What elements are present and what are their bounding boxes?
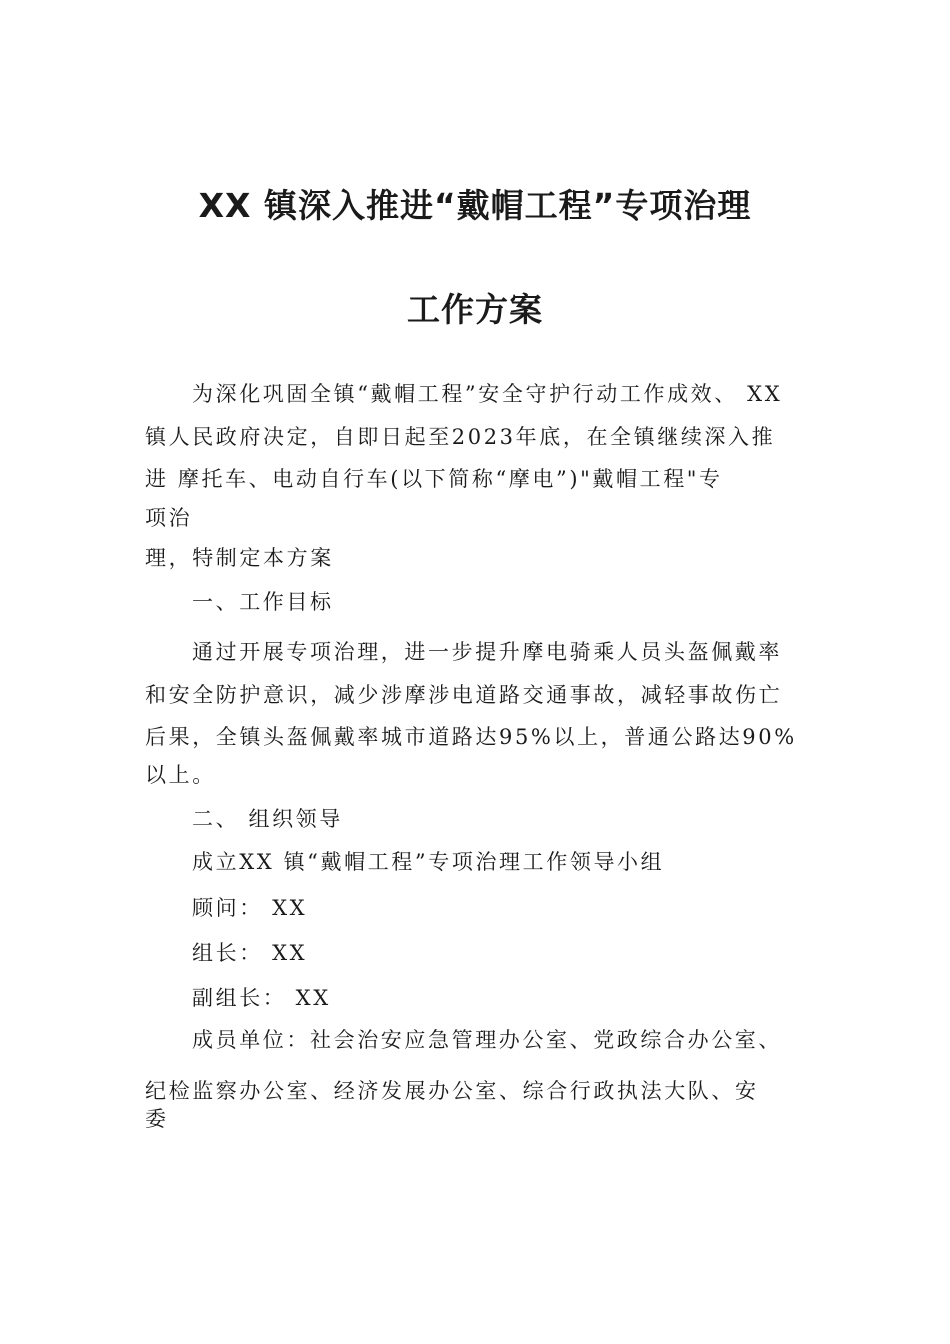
intro-line-3: 进 摩托车、电动自行车(以下简称“摩电”)"戴帽工程"专 xyxy=(145,467,723,491)
intro-line-1: 为深化巩固全镇“戴帽工程”安全守护行动工作成效、 XX xyxy=(192,382,783,406)
section-1-heading: 一、工作目标 xyxy=(192,590,334,614)
section-1-line-4: 以上。 xyxy=(145,763,216,787)
section-1-line-3: 后果，全镇头盔佩戴率城市道路达95%以上，普通公路达90% xyxy=(145,725,797,749)
members-line-1: 成员单位：社会治安应急管理办公室、党政综合办公室、 xyxy=(192,1028,782,1052)
advisor-line: 顾问： XX xyxy=(192,896,308,920)
leader-line: 组长： XX xyxy=(192,941,308,965)
section-1-line-1: 通过开展专项治理，进一步提升摩电骑乘人员头盔佩戴率 xyxy=(192,640,782,664)
intro-line-5: 理，特制定本方案 xyxy=(145,546,334,570)
section-1-line-2: 和安全防护意识，减少涉摩涉电道路交通事故，减轻事故伤亡 xyxy=(145,683,783,707)
leading-group-title: 成立XX 镇“戴帽工程”专项治理工作领导小组 xyxy=(192,850,665,874)
section-2-heading: 二、 组织领导 xyxy=(192,807,343,831)
members-line-2: 纪检监察办公室、经济发展办公室、综合行政执法大队、安 xyxy=(145,1079,759,1103)
members-line-3: 委 xyxy=(145,1107,169,1131)
intro-line-4: 项治 xyxy=(145,506,193,530)
document-title-line-1: XX 镇深入推进“戴帽工程”专项治理 xyxy=(198,186,752,225)
deputy-leader-line: 副组长： XX xyxy=(192,986,331,1010)
document-title-line-2: 工作方案 xyxy=(407,290,543,329)
intro-line-2: 镇人民政府决定，自即日起至2023年底，在全镇继续深入推 xyxy=(145,425,776,449)
